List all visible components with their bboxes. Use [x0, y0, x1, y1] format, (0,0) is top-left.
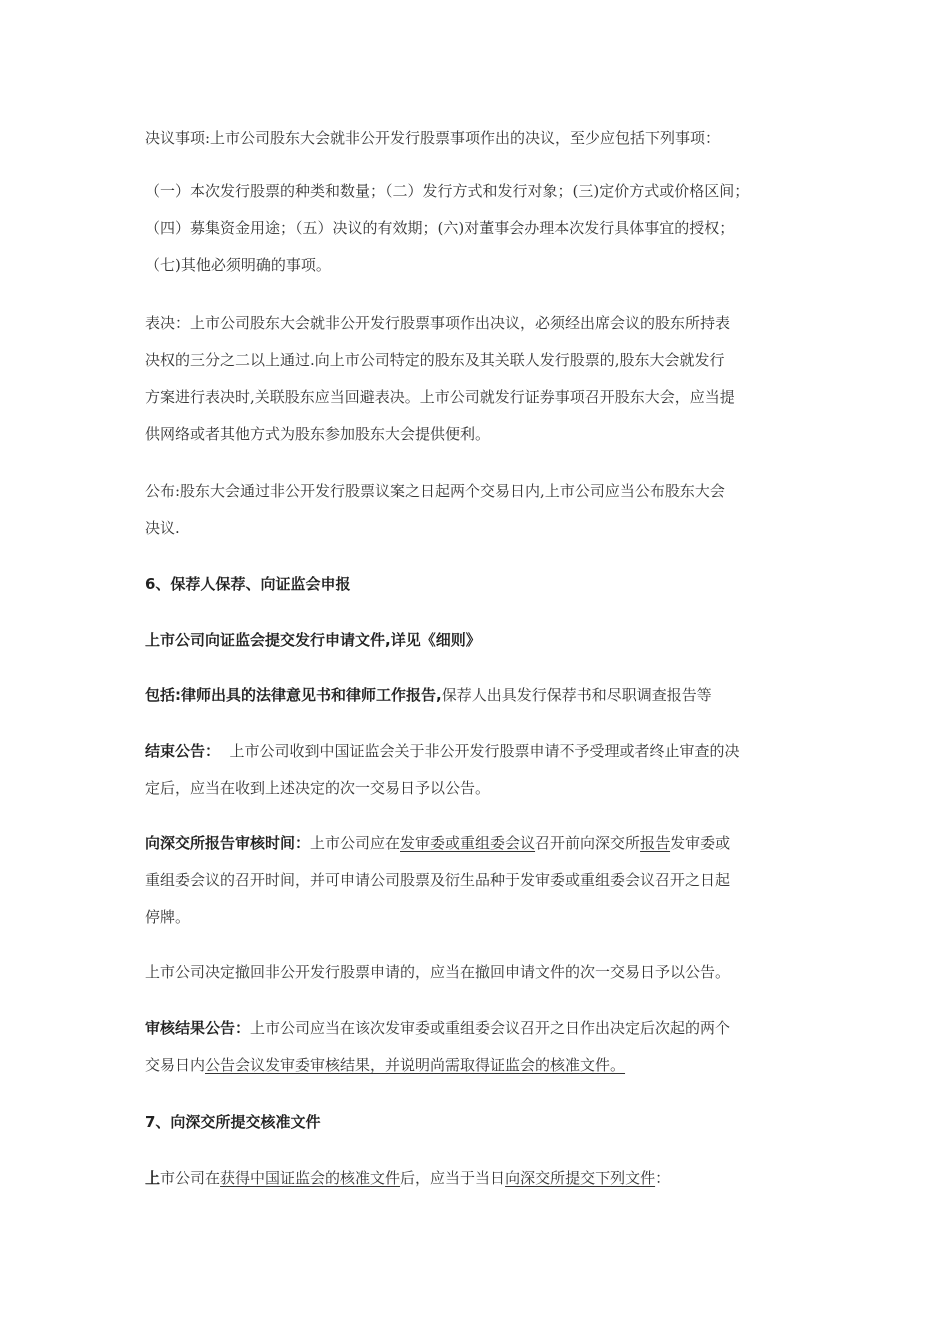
publish-paragraph — [145, 473, 815, 547]
resolution-items-paragraph — [145, 120, 815, 157]
vote-line: 方案进行表决时,关联股东应当回避表决。上市公司就发行证券事项召开股东大会，应当提 — [145, 388, 735, 406]
end-notice-text: 上市公司收到中国证监会关于非公开发行股票申请不予受理或者终止审查的决 — [220, 742, 740, 760]
result-label: 审核结果公告： — [145, 1019, 251, 1037]
submit-heading — [145, 622, 815, 659]
end-notice-line: 定后，应当在收到上述决定的次一交易日予以公告。 — [145, 779, 491, 797]
resolution-items-text: 决议事项:上市公司股东大会就非公开发行股票事项作出的决议，至少应包括下列事项： — [145, 129, 721, 147]
final-text: ： — [655, 1169, 671, 1187]
report-paragraph — [145, 825, 815, 936]
report-text: 召开前向深交所 — [535, 834, 641, 852]
items-paragraph — [145, 173, 815, 284]
publish-line: 公布:股东大会通过非公开发行股票议案之日起两个交易日内,上市公司应当公布股东大会 — [145, 482, 725, 500]
include-bold-text: 包括:律师出具的法律意见书和律师工作报告, — [145, 686, 442, 704]
publish-line: 决议. — [145, 519, 180, 537]
result-paragraph — [145, 1010, 815, 1084]
section-6-heading-text: 6、保荐人保荐、向证监会申报 — [145, 575, 351, 593]
end-notice-paragraph — [145, 733, 815, 807]
include-rest-text: 保荐人出具发行保荐书和尽职调查报告等 — [441, 686, 712, 704]
result-text: 上市公司应当在该次发审委或重组委会议召开之日作出决定后次起的两个 — [250, 1019, 731, 1037]
result-link[interactable]: 公告会议发审委审核结果，并说明尚需取得证监会的核准文件。 — [205, 1056, 626, 1074]
end-notice-label: 结束公告： — [145, 742, 221, 760]
items-line: （一）本次发行股票的种类和数量；（二）发行方式和发行对象；(三)定价方式或价格区间； — [145, 182, 750, 200]
report-text: 上市公司应在 — [310, 834, 401, 852]
section-6-heading — [145, 566, 815, 603]
items-line: （七)其他必须明确的事项。 — [145, 256, 331, 274]
include-paragraph — [145, 677, 815, 714]
vote-line: 供网络或者其他方式为股东参加股东大会提供便利。 — [145, 425, 491, 443]
report-link-report[interactable]: 报告 — [640, 834, 671, 852]
final-text: 后，应当于当日 — [400, 1169, 506, 1187]
final-text: 市公司在 — [160, 1169, 221, 1187]
withdraw-paragraph — [145, 954, 815, 991]
withdraw-text: 上市公司决定撤回非公开发行股票申请的，应当在撤回申请文件的次一交易日予以公告。 — [145, 963, 731, 981]
final-paragraph — [145, 1160, 815, 1197]
final-link-submit[interactable]: 向深交所提交下列文件 — [505, 1169, 656, 1187]
section-7-heading-text: 7、向深交所提交核准文件 — [145, 1113, 321, 1131]
report-line: 停牌。 — [145, 908, 191, 926]
report-link-meeting[interactable]: 发审委或重组委会议 — [400, 834, 536, 852]
submit-heading-text: 上市公司向证监会提交发行申请文件,详见《细则》 — [145, 631, 481, 649]
vote-line: 决权的三分之二以上通过.向上市公司特定的股东及其关联人发行股票的,股东大会就发行 — [145, 351, 725, 369]
report-label: 向深交所报告审核时间： — [145, 834, 311, 852]
section-7-heading — [145, 1104, 815, 1141]
final-link-approval[interactable]: 获得中国证监会的核准文件 — [220, 1169, 401, 1187]
final-text: 上 — [145, 1169, 161, 1187]
vote-line: 表决：上市公司股东大会就非公开发行股票事项作出决议，必须经出席会议的股东所持表 — [145, 314, 731, 332]
vote-paragraph — [145, 305, 815, 453]
report-line: 重组委会议的召开时间，并可申请公司股票及衍生品种于发审委或重组委会议召开之日起 — [145, 871, 731, 889]
result-text: 交易日内 — [145, 1056, 206, 1074]
items-line: （四）募集资金用途；（五）决议的有效期；(六)对董事会办理本次发行具体事宜的授权； — [145, 219, 735, 237]
report-text: 发审委或 — [670, 834, 731, 852]
